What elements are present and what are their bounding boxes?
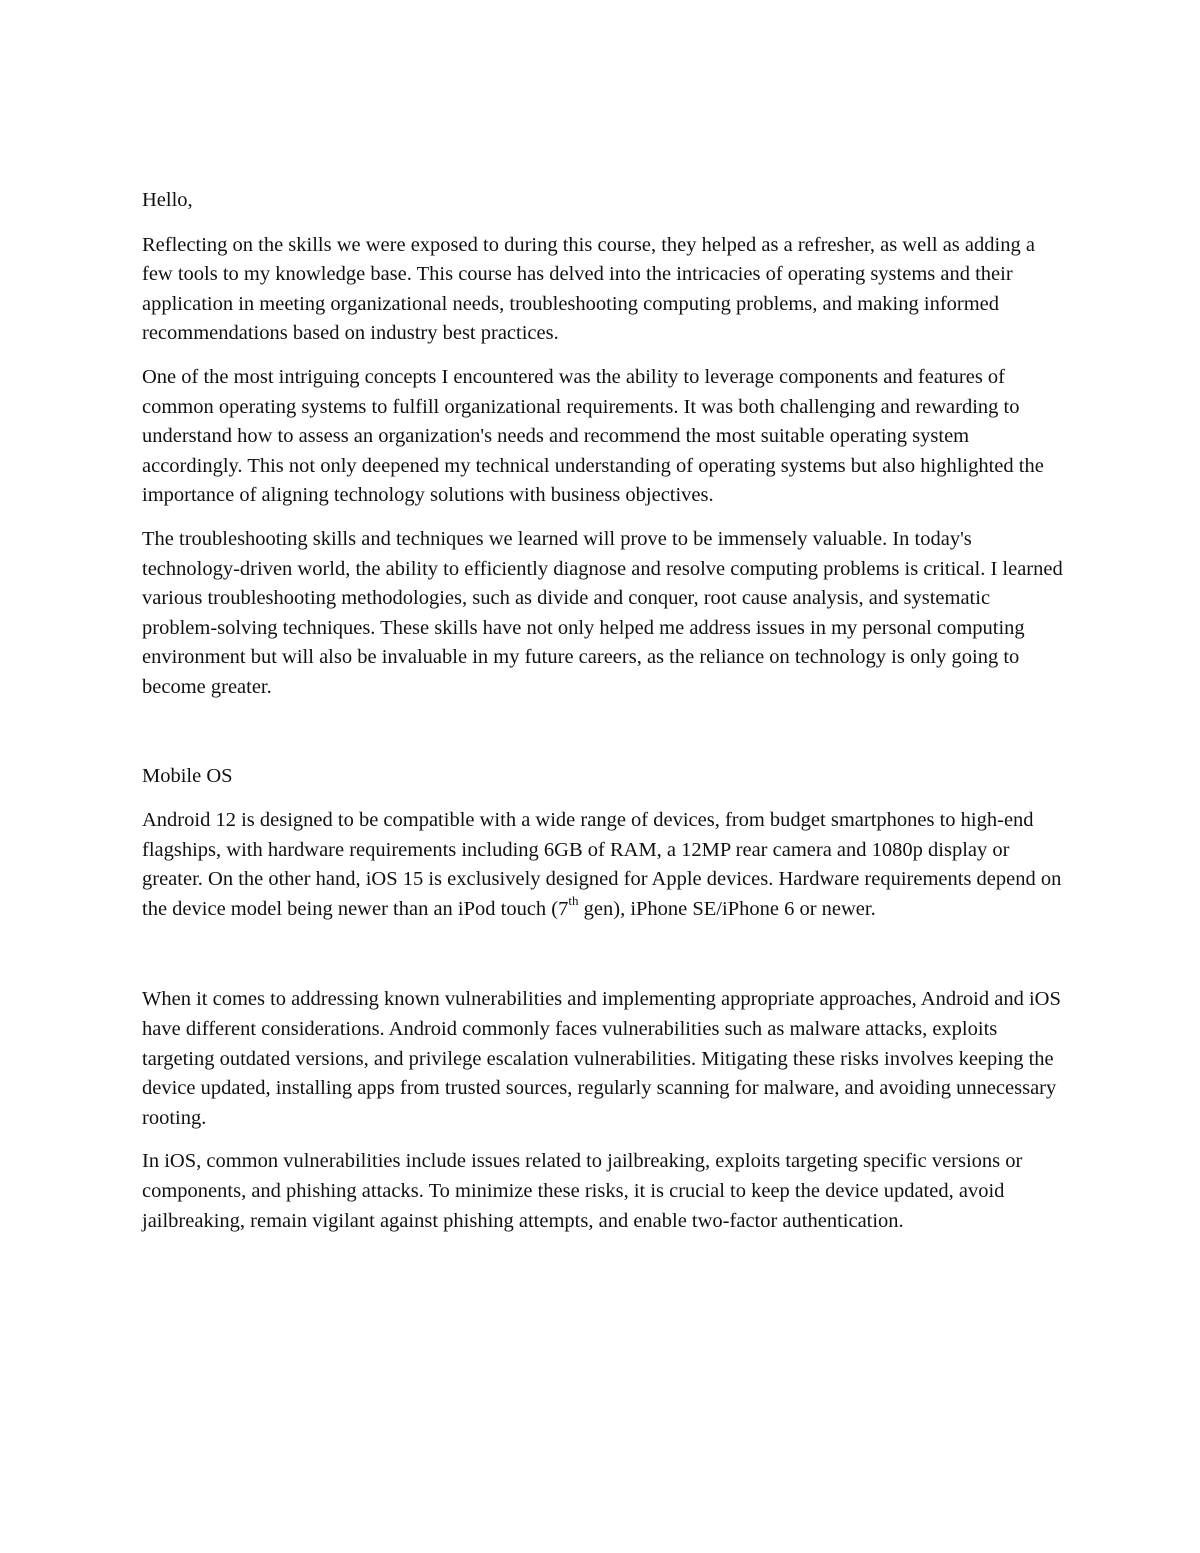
mobile-text-after-sup: gen), iPhone SE/iPhone 6 or newer. (578, 897, 876, 920)
section-heading-mobile-os: Mobile OS (142, 764, 233, 787)
paragraph-vulnerabilities-ios: In iOS, common vulnerabilities include issues related to jailbreaking, exploits targeting specific versions or components, and phishing attacks. To minimize these risks, it is crucial to keep the device updated, avoid jailbreaking, remain vigilant against phishing attempts, and enable two-factor authentication. (142, 1150, 1023, 1232)
ordinal-superscript: th (568, 893, 579, 909)
document-body (142, 186, 1067, 1250)
paragraph-concepts: One of the most intriguing concepts I encountered was the ability to leverage components and features of common operating systems to fulfill organizational requirements. It was both challenging and rewarding to understand how to assess an organization's needs and recommend the most suitable operating system accordingly. This not only deepened my technical understanding of operating systems but also highlighted the importance of aligning technology solutions with business objectives. (142, 365, 1044, 507)
paragraph-troubleshooting: The troubleshooting skills and techniques we learned will prove to be immensely valuable. In today's technology-driven world, the ability to efficiently diagnose and resolve computing problems is critical. I learned various troubleshooting methodologies, such as divide and conquer, root cause analysis, and systematic problem-solving techniques. These skills have not only helped me address issues in my personal computing environment but will also be invaluable in my future careers, as the reliance on technology is only going to become greater. (142, 527, 1063, 698)
paragraph-vulnerabilities-android: When it comes to addressing known vulnerabilities and implementing appropriate approaches, Android and iOS have different considerations. Android commonly faces vulnerabilities such as malware attacks, exploits targeting outdated versions, and privilege escalation vulnerabilities. Mitigating these risks involves keeping the device updated, installing apps from trusted sources, regularly scanning for malware, and avoiding unnecessary rooting. (142, 988, 1061, 1129)
mobile-text-before-sup: Android 12 is designed to be compatible with a wide range of devices, from budget smartphones to high-end flagships, with hardware requirements including 6GB of RAM, a 12MP rear camera and 1080p display or greater. On the other hand, iOS 15 is exclusively designed for Apple devices. Hardware requirements depend on the device model being newer than an iPod touch (7 (142, 809, 1062, 920)
greeting: Hello, (142, 189, 193, 211)
paragraph-reflection: Reflecting on the skills we were exposed to during this course, they helped as a refresher, as well as adding a few tools to my knowledge base. This course has delved into the intricacies of operating systems and their application in meeting organizational needs, troubleshooting computing problems, and making informed recommendations based on industry best practices. (142, 233, 1035, 345)
paragraph-mobile-hardware (142, 806, 1067, 924)
